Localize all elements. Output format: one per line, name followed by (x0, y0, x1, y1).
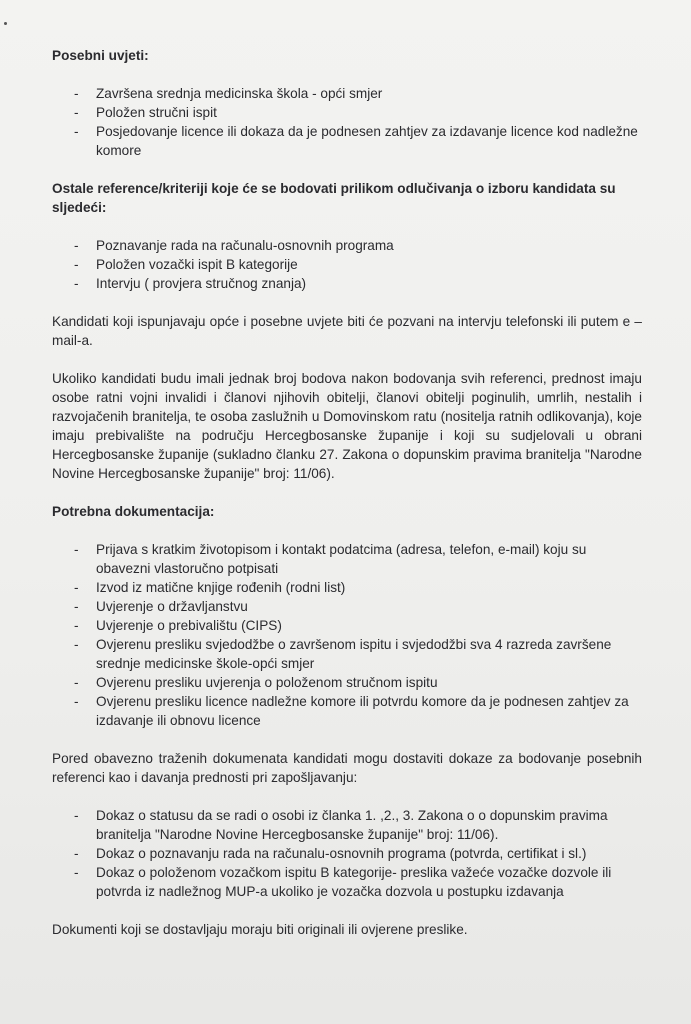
scan-speck (4, 22, 7, 25)
list-item: - Uvjerenje o prebivalištu (CIPS) (52, 616, 642, 635)
list-item: - Izvod iz matične knjige rođenih (rodni list) (52, 578, 642, 597)
bodovanje-paragraph: Ukoliko kandidati budu imali jednak broj bodova nakon bodovanja svih referenci, prednost imaju osobe ratni vojni invalidi i članovi njihovih obitelji, članovi obitelji poginulih, umrlih, nestalih i razvojačenih branitelja, te osoba zaslužnih u Domovinskom ratu (nositelja ratnih odlikovanja), koje imaju prebivalište na području Hercegbosanske županije i koji su sudjelovali u obrani Hercegbosanske županije (sukladno članku 27. Zakona o dopunskim pravima branitelja "Narodne Novine Hercegbosanske županije" broj: 11/06). (52, 371, 642, 481)
list-item: - Dokaz o položenom vozačkom ispitu B kategorije- preslika važeće vozačke dozvole ili potvrda iz nadležnog MUP-a ukoliko je vozačka dozvola u postupku izdavanja (52, 863, 642, 901)
list-item: - Posjedovanje licence ili dokaza da je podnesen zahtjev za izdavanje licence kod nadležne komore (52, 122, 642, 160)
list-item: - Intervju ( provjera stručnog znanja) (52, 274, 642, 293)
dokumentacija-heading: Potrebna dokumentacija: (52, 504, 215, 519)
zavrsni-paragraph: Dokumenti koji se dostavljaju moraju biti originali ili ovjerene preslike. (52, 922, 468, 937)
list-item: - Završena srednja medicinska škola - opći smjer (52, 84, 642, 103)
list-item: - Uvjerenje o državljanstvu (52, 597, 642, 616)
posebni-uvjeti-heading: Posebni uvjeti: (52, 48, 149, 63)
dokumentacija-list (52, 540, 642, 730)
list-item: - Dokaz o poznavanju rada na računalu-osnovnih programa (potvrda, certifikat i sl.) (52, 844, 642, 863)
dokazi-list (52, 806, 642, 901)
posebni-uvjeti-list (52, 84, 642, 160)
list-item: - Prijava s kratkim životopisom i kontakt podatcima (adresa, telefon, e-mail) koju su obavezni vlastoručno potpisati (52, 540, 642, 578)
list-item: - Položen vozački ispit B kategorije (52, 255, 642, 274)
list-item: - Ovjerenu presliku licence nadležne komore ili potvrdu komore da je podnesen zahtjev za izdavanje ili obnovu licence (52, 692, 642, 730)
ostale-reference-list (52, 236, 642, 293)
list-item: - Dokaz o statusu da se radi o osobi iz članka 1. ,2., 3. Zakona o o dopunskim pravima branitelja "Narodne Novine Hercegbosanske županije" broj: 11/06). (52, 806, 642, 844)
list-item: - Poznavanje rada na računalu-osnovnih programa (52, 236, 642, 255)
list-item: - Ovjerenu presliku uvjerenja o položenom stručnom ispitu (52, 673, 642, 692)
list-item: - Položen stručni ispit (52, 103, 642, 122)
document-body (52, 46, 642, 939)
pored-paragraph: Pored obavezno traženih dokumenata kandidati mogu dostaviti dokaze za bodovanje posebnih referenci kao i davanja prednosti pri zapošljavanju: (52, 751, 642, 785)
list-item: - Ovjerenu presliku svjedodžbe o završenom ispitu i svjedodžbi sva 4 razreda završene srednje medicinske škole-opći smjer (52, 635, 642, 673)
intervju-paragraph: Kandidati koji ispunjavaju opće i posebne uvjete biti će pozvani na intervju telefonski ili putem e – mail-a. (52, 314, 642, 348)
ostale-reference-heading: Ostale reference/kriteriji koje će se bodovati prilikom odlučivanja o izboru kandidata su sljedeći: (52, 181, 616, 215)
